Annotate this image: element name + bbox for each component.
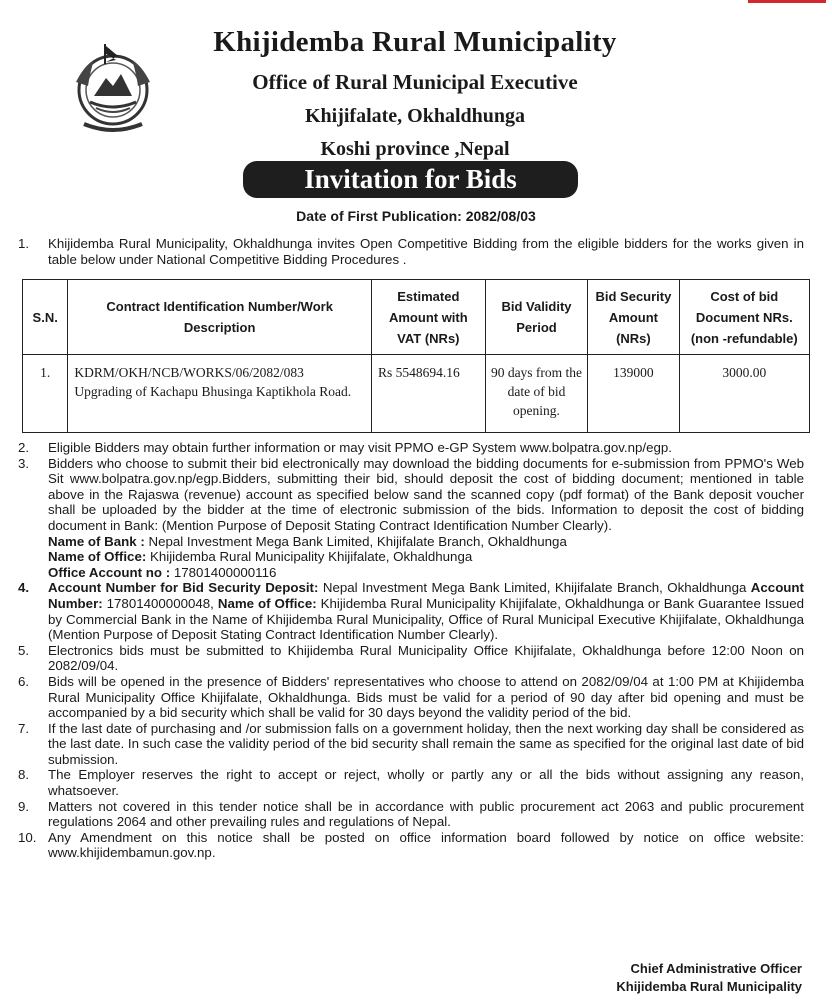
item-text: The Employer reserves the right to accept or reject, wholly or partly any or all the bids without assigning any reason, whatsoever. <box>48 767 804 799</box>
item-5 <box>18 643 804 674</box>
table-header-row <box>23 280 810 355</box>
deposit-label: Account Number for Bid Security Deposit: <box>48 580 319 596</box>
header-validity: Bid Validity Period <box>485 280 587 355</box>
office-name-label: Name of Office: <box>217 595 317 611</box>
signature-block <box>616 960 802 996</box>
contract-id: KDRM/OKH/NCB/WORKS/06/2082/083 <box>74 365 304 380</box>
cell-validity: 90 days from the date of bid opening. <box>485 355 587 433</box>
cell-cost: 3000.00 <box>679 355 809 433</box>
office-value: Khijidemba Rural Municipality Khijifalate, Okhaldhunga <box>146 549 473 565</box>
cell-sn: 1. <box>23 355 68 433</box>
item-number: 6. <box>18 673 30 689</box>
header-sn: S.N. <box>23 280 68 355</box>
item-text: Eligible Bidders may obtain further information or may visit PPMO e-GP System www.bolpatra.gov.np/egp. <box>48 440 672 455</box>
header-description: Contract Identification Number/Work Description <box>68 280 372 355</box>
item-number: 9. <box>18 798 30 814</box>
top-red-mark <box>748 0 826 3</box>
cell-description <box>68 355 372 433</box>
cell-security: 139000 <box>588 355 679 433</box>
deposit-value: Nepal Investment Mega Bank Limited, Khijifalate Branch, Okhaldhunga <box>318 580 751 596</box>
publication-date: Date of First Publication: 2082/08/03 <box>296 208 536 224</box>
account-value: 17801400000116 <box>170 564 277 580</box>
item-text: Bids will be opened in the presence of Bidders' representatives who choose to attend on 2082/09/04 at 1:00 PM at Khijidemba Rural Municipality Office Khijifalate, Okhaldhunga. Bids must be valid for a period of 90 day after bid opening and must be accompanied by a bid security which shall be valid for 30 days beyond the validity period of the bid. <box>48 673 804 721</box>
cell-amount: Rs 5548694.16 <box>371 355 485 433</box>
item-text: If the last date of purchasing and /or submission falls on a government holiday, then the next working day shall be considered as the last date. In such case the validity period of the bid security shall remain the same as specified for the original last date of bid submission. <box>48 720 804 767</box>
item-text: Bidders who choose to submit their bid electronically may download the bidding documents for e-submission from PPMO's Web Sit www.bolpatra.gov.np/egp.Bidders, submitting their bid, should deposit the cost of bidding document; mentioned in table above in the Rajaswa (revenue) account as specified below sand the scanned copy (pdf format) of the Bank deposit voucher shall be uploaded by the bidder at the time of electronic submission of the bids. Information to deposit the cost of bidding document in Bank: (Mention Purpose of Deposit Stating Contract Identification Number Clearly). <box>48 455 804 533</box>
item-10 <box>18 830 804 861</box>
item-8 <box>18 767 804 798</box>
office-label: Name of Office: <box>48 549 147 565</box>
item-number: 10. <box>18 829 37 845</box>
office-title: Office of Rural Municipal Executive <box>252 70 578 94</box>
item-number: 1. <box>18 236 30 251</box>
item-7 <box>18 721 804 768</box>
notice-banner: Invitation for Bids <box>243 161 578 198</box>
item-number: 2. <box>18 440 30 455</box>
bids-table <box>22 279 810 433</box>
signatory-org: Khijidemba Rural Municipality <box>616 979 802 994</box>
header-cost: Cost of bid Document NRs. (non -refundable) <box>679 280 809 355</box>
item-number: 4. <box>18 580 30 596</box>
bank-label: Name of Bank : <box>48 533 145 549</box>
table-row <box>23 355 810 433</box>
letterhead <box>0 12 832 162</box>
item-3 <box>18 456 804 581</box>
item-text: Electronics bids must be submitted to Khijidemba Rural Municipality Office Khijifalate, Okhaldhunga before 12:00 Noon on 2082/09/04. <box>48 642 804 674</box>
bank-value: Nepal Investment Mega Bank Limited, Khijifalate Branch, Okhaldhunga <box>144 533 567 549</box>
header-amount: Estimated Amount with VAT (NRs) <box>371 280 485 355</box>
item-number: 8. <box>18 767 30 783</box>
item-text: Khijidemba Rural Municipality, Okhaldhunga invites Open Competitive Bidding from the eligible bidders for the works given in table below under National Competitive Bidding Procedures . <box>48 236 804 267</box>
office-name-value: Khijidemba Rural Municipality Khijifalate, Okhaldhunga or Bank Guarantee Issued by Commercial Bank in the Name of Khijidemba Rural Municipality, Office of Rural Municipal Executive Khijifalate, Okhaldhunga (Mention Purpose of Deposit Stating Contract Identification Number Clearly). <box>48 595 804 643</box>
item-text: Any Amendment on this notice shall be posted on office information board followed by notice on office website: www.khijidembamun.gov.np. <box>48 829 804 861</box>
item-2 <box>18 440 804 456</box>
account-number-label: Account Number: <box>48 580 804 611</box>
municipality-title: Khijidemba Rural Municipality <box>213 26 617 58</box>
province-line: Koshi province ,Nepal <box>320 138 510 160</box>
nepal-emblem-icon <box>66 38 160 138</box>
item-number: 3. <box>18 455 30 471</box>
item-6 <box>18 674 804 721</box>
header-security: Bid Security Amount (NRs) <box>588 280 679 355</box>
item-1 <box>18 236 804 267</box>
signatory-title: Chief Administrative Officer <box>630 961 802 976</box>
location-line: Khijifalate, Okhaldhunga <box>304 105 526 127</box>
item-number: 7. <box>18 720 30 736</box>
item-number: 5. <box>18 642 30 658</box>
item-9 <box>18 799 804 830</box>
work-description: Upgrading of Kachapu Bhusinga Kaptikhola Road. <box>74 384 352 399</box>
account-number-value: 17801400000048, <box>102 595 218 611</box>
account-label: Office Account no : <box>48 564 171 580</box>
notice-body <box>18 440 804 861</box>
item-text: Matters not covered in this tender notice shall be in accordance with public procurement act 2063 and public procurement regulations 2064 and other prevailing rules and regulations of Nepal. <box>48 798 804 830</box>
item-4 <box>18 580 804 642</box>
